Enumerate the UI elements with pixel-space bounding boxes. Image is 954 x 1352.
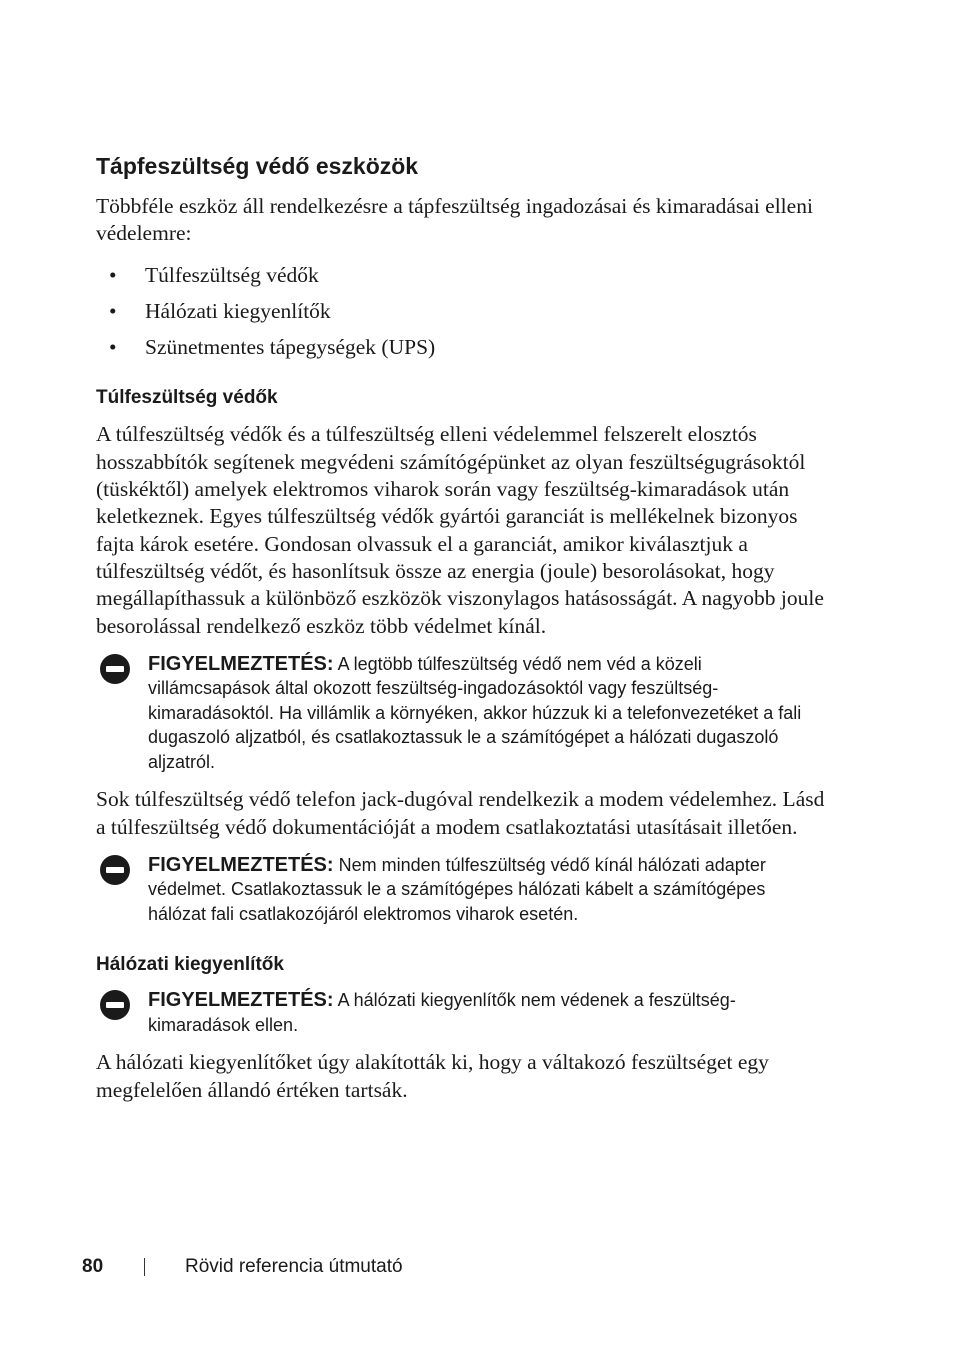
line-conditioner-paragraph: A hálózati kiegyenlítőket úgy alakították ki, hogy a váltakozó feszültséget egy megfelelően állandó értéken tartsák. — [96, 1050, 769, 1102]
warning-note — [96, 853, 826, 927]
warning-text: Nem minden túlfeszültség védő kínál hálózati adapter védelmet. Csatlakoztassuk le a számítógépes hálózati kábelt a számítógépes hálózat fali csatlakozójáról elektromos viharok esetén. — [148, 854, 766, 924]
warning-text: A hálózati kiegyenlítők nem védenek a feszültség-kimaradások ellen. — [148, 990, 736, 1035]
warning-icon — [100, 654, 130, 684]
list-item: • Szünetmentes tápegységek (UPS) — [96, 334, 826, 361]
warning-label: FIGYELMEZTETÉS: — [148, 989, 334, 1012]
footer-divider — [144, 1258, 145, 1276]
section-heading-line-conditioners: Hálózati kiegyenlítők — [96, 954, 284, 976]
warning-icon — [100, 855, 130, 885]
bullet-icon: • — [109, 298, 117, 323]
surge-protector-paragraph: A túlfeszültség védők és a túlfeszültség elleni védelemmel felszerelt elosztós hosszabbítók segítenek megvédeni számítógépünket az olyan feszültségugrásoktól (tüskéktől) amelyek elektromos viharok során vagy feszültség-kimaradások után keletkeznek. Egyes túlfeszültség védők gyártói garanciát is mellékelnek bizonyos fajta károk esetére. Gondosan olvassuk el a garanciát, amikor kiválasztjuk a túlfeszültség védőt, és hasonlítsuk össze az energia (joule) besorolásokat, hogy megállapíthassuk a különböző eszközök viszonylagos hatásosságát. A nagyobb joule besorolással rendelkező eszköz több védelmet kínál. — [96, 422, 824, 638]
page-content — [96, 148, 826, 1104]
warning-text: A legtöbb túlfeszültség védő nem véd a közeli villámcsapások által okozott feszültség-ingadozásoktól vagy feszültség-kimaradásoktól. Ha villámlik a környéken, akkor húzzuk ki a telefonvezetéket a fali dugaszoló aljzatból, és csatlakoztassuk le a számítógépet a hálózati dugaszoló aljzatról. — [148, 653, 802, 772]
page-title: Tápfeszültség védő eszközök — [96, 153, 419, 179]
footer-doc-title: Rövid referencia útmutató — [185, 1256, 403, 1277]
page-footer — [82, 1256, 403, 1278]
list-item: • Hálózati kiegyenlítők — [96, 298, 826, 325]
page-number: 80 — [82, 1256, 104, 1277]
bullet-icon: • — [109, 262, 117, 287]
warning-label: FIGYELMEZTETÉS: — [148, 853, 334, 876]
list-item: • Túlfeszültség védők — [96, 262, 826, 289]
intro-paragraph: Többféle eszköz áll rendelkezésre a tápfeszültség ingadozásai és kimaradásai elleni védelemre: — [96, 194, 813, 246]
warning-note — [96, 988, 826, 1037]
warning-note — [96, 652, 826, 775]
modem-paragraph: Sok túlfeszültség védő telefon jack-dugóval rendelkezik a modem védelemhez. Lásd a túlfeszültség védő dokumentációját a modem csatlakoztatási utasításait illetően. — [96, 787, 825, 839]
warning-icon — [100, 990, 130, 1020]
warning-label: FIGYELMEZTETÉS: — [148, 652, 334, 675]
bullet-icon: • — [109, 335, 117, 360]
section-heading-surge-protectors: Túlfeszültség védők — [96, 387, 278, 409]
protection-device-list — [96, 262, 826, 362]
